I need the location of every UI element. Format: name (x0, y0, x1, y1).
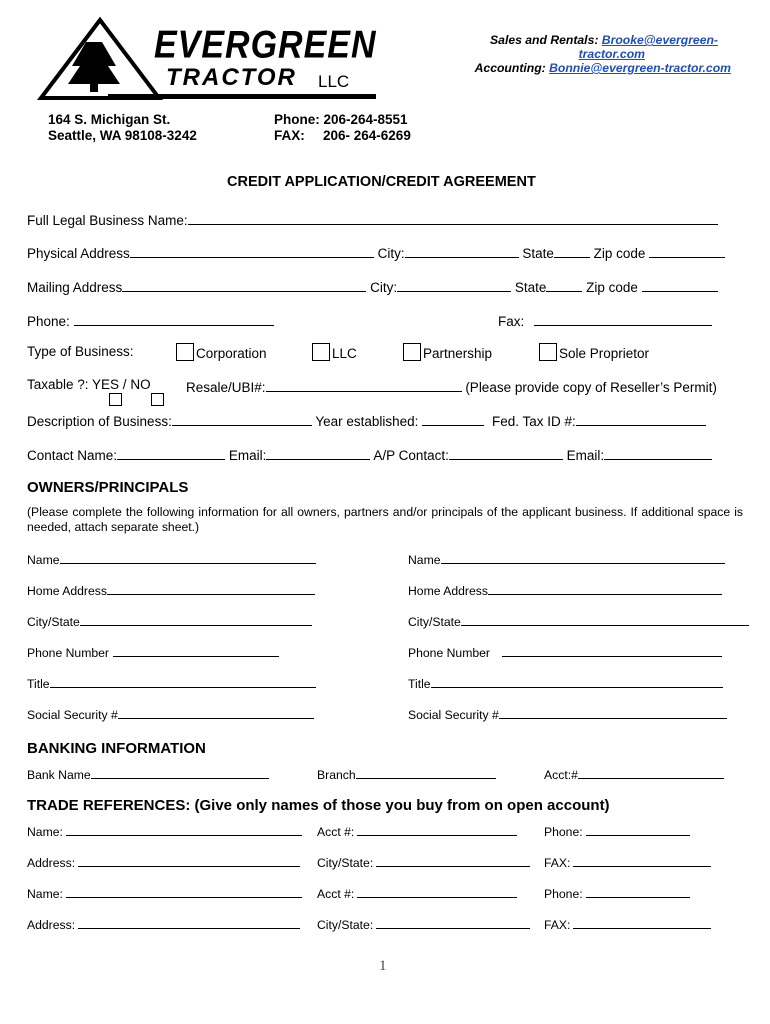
trade-heading: TRADE REFERENCES: (Give only names of those you buy from on open account) (27, 797, 610, 814)
physical-zip-label: Zip code (593, 246, 646, 261)
trade-name-field[interactable] (66, 885, 302, 898)
ap-email-label: Email: (566, 448, 605, 463)
physical-state-field[interactable] (554, 243, 590, 258)
corporation-label: Corporation (196, 346, 267, 361)
trade-acct-label: Acct #: (317, 825, 355, 839)
owner-left-row (27, 675, 316, 691)
mailing-zip-field[interactable] (642, 277, 718, 292)
mailing-address-row (27, 277, 718, 295)
description-field[interactable] (172, 411, 312, 426)
physical-zip-field[interactable] (649, 243, 725, 258)
mailing-address-label: Mailing Address (27, 280, 123, 295)
legal-name-row (27, 210, 718, 228)
trade-name-label: Name: (27, 825, 63, 839)
owner-left-row (27, 582, 315, 598)
bank-name-row (27, 766, 269, 782)
resale-label: Resale/UBI#: (186, 380, 266, 395)
phone-field[interactable] (74, 311, 274, 326)
owner-left-row (27, 644, 279, 660)
llc-label: LLC (332, 346, 357, 361)
year-established-label: Year established: (315, 414, 419, 429)
owner-field-input[interactable] (461, 613, 749, 626)
sales-email-link[interactable]: Brooke@evergreen- (601, 33, 718, 47)
fed-tax-label: Fed. Tax ID #: (491, 414, 576, 429)
owner-right-row (408, 675, 723, 691)
owner-field-label: Social Security # (408, 708, 499, 722)
partnership-checkbox[interactable] (403, 343, 421, 361)
mailing-state-label: State (514, 280, 547, 295)
branch-row (317, 766, 496, 782)
corporation-checkbox[interactable] (176, 343, 194, 361)
logo-name-top: EVERGREEN (154, 23, 377, 67)
fax-label: Fax: (498, 314, 525, 329)
taxable-no-checkbox[interactable] (151, 393, 164, 406)
trade-acct-row (317, 885, 517, 901)
owner-right-row (408, 613, 749, 629)
trade-city-state-field[interactable] (376, 916, 530, 929)
fax-field[interactable] (534, 311, 712, 326)
owner-right-row (408, 644, 722, 660)
physical-address-row (27, 243, 725, 261)
sales-email-continued (579, 47, 645, 61)
owner-left-row (27, 551, 316, 567)
owner-field-input[interactable] (502, 644, 722, 657)
trade-phone-label: Phone: (544, 825, 583, 839)
trade-acct-field[interactable] (357, 885, 517, 898)
trade-name-field[interactable] (66, 823, 302, 836)
company-fax-label: FAX: (274, 128, 305, 143)
year-established-field[interactable] (422, 411, 484, 426)
type-of-business-label: Type of Business: (27, 344, 134, 359)
trade-address-field[interactable] (78, 916, 300, 929)
owner-field-label: Title (408, 677, 431, 691)
owner-field-input[interactable] (441, 551, 725, 564)
acct-field[interactable] (578, 766, 724, 779)
owner-right-row (408, 706, 727, 722)
trade-address-field[interactable] (78, 854, 300, 867)
bank-name-label: Bank Name (27, 768, 91, 782)
address-line-1: 164 S. Michigan St. (48, 112, 171, 127)
owner-field-input[interactable] (488, 582, 722, 595)
taxable-label: Taxable ?: YES / NO (27, 377, 151, 392)
trade-phone-row (544, 823, 690, 839)
acct-row (544, 766, 724, 782)
mailing-zip-label: Zip code (586, 280, 638, 295)
trade-fax-field[interactable] (573, 916, 711, 929)
trade-fax-row (544, 854, 711, 870)
physical-address-label: Physical Address (27, 246, 130, 261)
owner-field-label: Home Address (408, 584, 488, 598)
physical-city-field[interactable] (405, 243, 519, 258)
owner-field-label: Name (27, 553, 60, 567)
owner-field-label: Phone Number (408, 646, 490, 660)
physical-state-label: State (522, 246, 554, 261)
owner-field-input[interactable] (50, 675, 316, 688)
trade-address-label: Address: (27, 856, 76, 870)
trade-phone-label: Phone: (544, 887, 583, 901)
ap-contact-label: A/P Contact: (373, 448, 449, 463)
owner-field-label: Social Security # (27, 708, 118, 722)
owner-right-row (408, 551, 725, 567)
sole-proprietor-checkbox[interactable] (539, 343, 557, 361)
bank-name-field[interactable] (91, 766, 269, 779)
trade-city-state-row (317, 854, 530, 870)
resale-note: (Please provide copy of Reseller’s Permit) (465, 380, 717, 395)
ap-contact-field[interactable] (449, 445, 563, 460)
owner-left-row (27, 613, 312, 629)
owner-field-label: City/State (408, 615, 461, 629)
trade-fax-label: FAX: (544, 856, 571, 870)
trade-fax-label: FAX: (544, 918, 571, 932)
trade-city-state-row (317, 916, 530, 932)
trade-address-label: Address: (27, 918, 76, 932)
owner-field-input[interactable] (499, 706, 727, 719)
physical-address-field[interactable] (130, 243, 374, 258)
mailing-state-field[interactable] (546, 277, 582, 292)
address-line-2: Seattle, WA 98108-3242 (48, 128, 197, 143)
owner-field-input[interactable] (80, 613, 312, 626)
owner-right-row (408, 582, 722, 598)
owner-field-input[interactable] (431, 675, 723, 688)
type-partnership[interactable] (403, 343, 492, 361)
company-phone: Phone: 206-264-8551 (274, 112, 408, 127)
trade-fax-field[interactable] (573, 854, 711, 867)
trade-city-state-label: City/State: (317, 856, 374, 870)
type-llc[interactable] (312, 343, 357, 361)
trade-city-state-label: City/State: (317, 918, 374, 932)
company-logo (36, 14, 381, 104)
owners-note: (Please complete the following information for all owners, partners and/or principals of the applicant business. If additional space is needed, attach separate sheet.) (27, 505, 743, 534)
page-number: 1 (379, 958, 387, 974)
owner-field-input[interactable] (107, 582, 315, 595)
contact-row (27, 445, 712, 463)
physical-city-label: City: (377, 246, 405, 261)
fax-row (498, 311, 712, 329)
trade-city-state-field[interactable] (376, 854, 530, 867)
resale-row (186, 377, 717, 395)
trade-acct-row (317, 823, 517, 839)
llc-checkbox[interactable] (312, 343, 330, 361)
sole-proprietor-label: Sole Proprietor (559, 346, 650, 361)
owner-field-label: Home Address (27, 584, 107, 598)
type-sole-proprietor[interactable] (539, 343, 649, 361)
trade-name-label: Name: (27, 887, 63, 901)
company-fax-value: 206- 264-6269 (323, 128, 411, 143)
partnership-label: Partnership (423, 346, 493, 361)
accounting-contact: Accounting: Bonnie@evergreen-tractor.com (474, 61, 731, 75)
branch-label: Branch (317, 768, 356, 782)
trade-name-row (27, 823, 302, 839)
sales-contact: Sales and Rentals: Brooke@evergreen- (490, 33, 718, 47)
phone-label: Phone: (27, 314, 70, 329)
acct-label: Acct:# (544, 768, 578, 782)
page-title: CREDIT APPLICATION/CREDIT AGREEMENT (227, 174, 536, 190)
trade-address-row (27, 916, 300, 932)
trade-name-row (27, 885, 302, 901)
contact-name-field[interactable] (117, 445, 225, 460)
logo-suffix: LLC (318, 72, 350, 91)
contact-name-label: Contact Name: (27, 448, 118, 463)
trade-phone-row (544, 885, 690, 901)
legal-name-label: Full Legal Business Name: (27, 213, 188, 228)
owner-left-row (27, 706, 314, 722)
taxable-yes-checkbox[interactable] (109, 393, 122, 406)
trade-address-row (27, 854, 300, 870)
owner-field-label: Phone Number (27, 646, 109, 660)
sales-email-link-continued[interactable]: tractor.com (578, 47, 645, 61)
legal-name-field[interactable] (188, 210, 718, 225)
logo-name-bottom: TRACTOR (166, 64, 297, 91)
owners-heading: OWNERS/PRINCIPALS (27, 479, 189, 496)
description-label: Description of Business: (27, 414, 172, 429)
owner-field-input[interactable] (60, 551, 316, 564)
mailing-city-field[interactable] (397, 277, 511, 292)
branch-field[interactable] (356, 766, 496, 779)
type-corporation[interactable] (176, 343, 267, 361)
ap-email-field[interactable] (604, 445, 712, 460)
trade-acct-field[interactable] (357, 823, 517, 836)
fed-tax-field[interactable] (576, 411, 706, 426)
contact-email-label: Email: (228, 448, 267, 463)
trade-phone-field[interactable] (586, 885, 690, 898)
contact-email-field[interactable] (266, 445, 370, 460)
accounting-email-link[interactable]: Bonnie@evergreen-tractor.com (549, 61, 731, 75)
owner-field-label: Name (408, 553, 441, 567)
owner-field-label: City/State (27, 615, 80, 629)
owner-field-input[interactable] (118, 706, 314, 719)
owner-field-input[interactable] (113, 644, 279, 657)
owner-field-label: Title (27, 677, 50, 691)
mailing-city-label: City: (370, 280, 398, 295)
description-row (27, 411, 706, 429)
mailing-address-field[interactable] (122, 277, 366, 292)
banking-heading: BANKING INFORMATION (27, 740, 206, 757)
trade-phone-field[interactable] (586, 823, 690, 836)
resale-field[interactable] (266, 377, 462, 392)
phone-row (27, 311, 274, 329)
trade-acct-label: Acct #: (317, 887, 355, 901)
trade-fax-row (544, 916, 711, 932)
